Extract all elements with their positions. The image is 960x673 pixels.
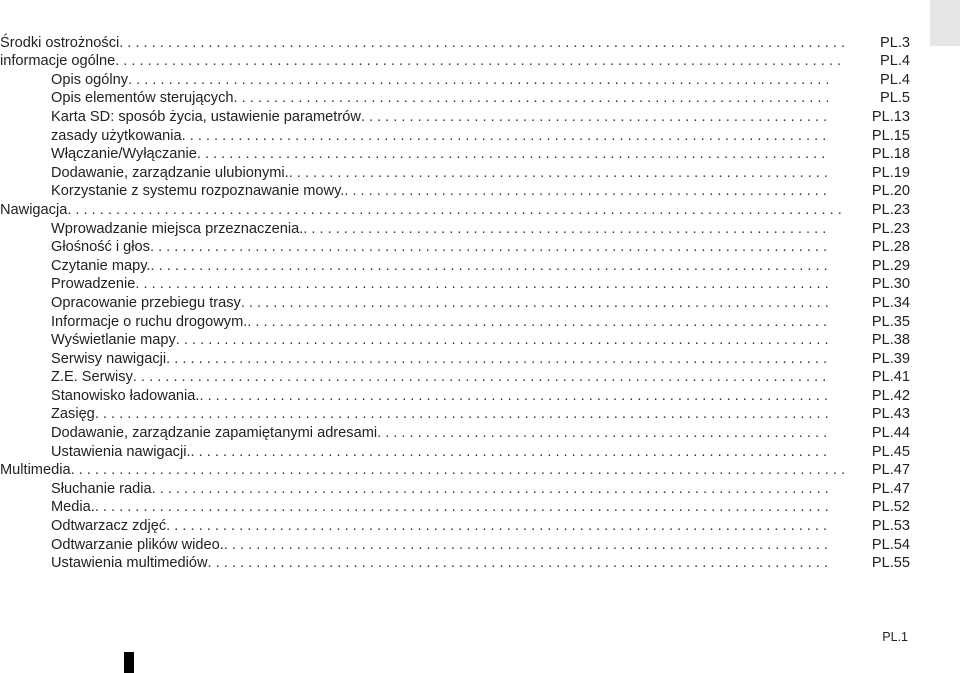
- dot-leader: [182, 128, 828, 145]
- toc-entry-label: informacje ogólne: [0, 53, 116, 70]
- toc-entry[interactable]: [0, 256, 910, 275]
- toc-entry[interactable]: [0, 535, 910, 554]
- dot-leader: [135, 276, 828, 293]
- toc-entry-page: PL.47: [871, 480, 910, 497]
- dot-leader: [150, 239, 828, 256]
- toc-entry-label: Opis ogólny: [51, 71, 129, 88]
- dot-leader: [361, 109, 828, 126]
- toc-entry-label: zasady użytkowania: [51, 127, 182, 144]
- toc-entry-label: Dodawanie, zarządzanie ulubionymi.: [51, 164, 289, 181]
- toc-entry-label: Stanowisko ładowania.: [51, 387, 200, 404]
- toc-entry-page: PL.30: [871, 276, 910, 293]
- dot-leader: [151, 258, 829, 275]
- toc-entry-label: Opracowanie przebiegu trasy: [51, 294, 241, 311]
- dot-leader: [224, 537, 828, 554]
- toc-entry-label: Czytanie mapy.: [51, 257, 151, 274]
- toc-section[interactable]: [0, 33, 910, 52]
- dot-leader: [241, 295, 828, 312]
- toc-entry-page: PL.28: [871, 239, 910, 256]
- toc-entry[interactable]: [0, 219, 910, 238]
- toc-entry-page: PL.45: [871, 443, 910, 460]
- toc-entry-page: PL.23: [871, 220, 910, 237]
- toc-entry-label: Wprowadzanie miejsca przeznaczenia.: [51, 220, 304, 237]
- toc-entry[interactable]: [0, 275, 910, 294]
- toc-entry-page: PL.39: [871, 350, 910, 367]
- toc-entry-label: Wyświetlanie mapy: [51, 332, 176, 349]
- toc-entry-label: Multimedia: [0, 462, 71, 479]
- toc-entry-label: Odtwarzanie plików wideo.: [51, 536, 224, 553]
- toc-section[interactable]: [0, 52, 910, 71]
- toc-entry-page: PL.54: [871, 536, 910, 553]
- dot-leader: [247, 314, 828, 331]
- toc-entry-label: Zasięg: [51, 406, 95, 423]
- dot-leader: [119, 35, 846, 52]
- dot-leader: [67, 202, 846, 219]
- toc-entry-label: Ustawienia nawigacji.: [51, 443, 191, 460]
- toc-entry-page: PL.42: [871, 387, 910, 404]
- toc-entry-page: PL.4: [879, 53, 910, 70]
- toc-entry[interactable]: [0, 312, 910, 331]
- toc-entry-page: PL.19: [871, 164, 910, 181]
- toc-entry-page: PL.53: [871, 518, 910, 535]
- toc-entry-label: Korzystanie z systemu rozpoznawanie mowy.: [51, 183, 345, 200]
- toc-entry[interactable]: [0, 182, 910, 201]
- toc-entry-page: PL.41: [871, 369, 910, 386]
- toc-entry[interactable]: [0, 107, 910, 126]
- toc-entry-page: PL.52: [871, 499, 910, 516]
- dot-leader: [71, 462, 846, 479]
- toc-entry-label: Media.: [51, 499, 95, 516]
- toc-entry-page: PL.29: [871, 257, 910, 274]
- dot-leader: [303, 221, 828, 238]
- toc-section[interactable]: [0, 461, 910, 480]
- toc-entry[interactable]: [0, 70, 910, 89]
- dot-leader: [95, 499, 828, 516]
- toc-entry-page: PL.20: [871, 183, 910, 200]
- page-number: PL.1: [882, 630, 908, 644]
- dot-leader: [133, 369, 828, 386]
- dot-leader: [234, 90, 828, 107]
- dot-leader: [377, 425, 828, 442]
- toc-entry[interactable]: [0, 498, 910, 517]
- toc-entry-page: PL.47: [871, 462, 910, 479]
- toc-entry[interactable]: [0, 368, 910, 387]
- toc-entry[interactable]: [0, 386, 910, 405]
- dot-leader: [166, 518, 828, 535]
- toc-entry[interactable]: [0, 126, 910, 145]
- toc-entry-label: Słuchanie radia: [51, 480, 152, 497]
- dot-leader: [191, 444, 828, 461]
- toc-entry[interactable]: [0, 293, 910, 312]
- dot-leader: [199, 388, 828, 405]
- toc-entry[interactable]: [0, 405, 910, 424]
- toc-entry[interactable]: [0, 516, 910, 535]
- toc-entry-label: Opis elementów sterujących: [51, 90, 234, 107]
- toc-entry[interactable]: [0, 554, 910, 573]
- toc-entry-page: PL.38: [871, 332, 910, 349]
- dot-leader: [344, 183, 828, 200]
- dot-leader: [208, 555, 828, 572]
- toc-entry-label: Włączanie/Wyłączanie: [51, 146, 197, 163]
- dot-leader: [197, 146, 828, 163]
- toc-entry-label: Prowadzenie: [51, 276, 136, 293]
- dot-leader: [95, 406, 828, 423]
- toc-entry-label: Ustawienia multimediów: [51, 555, 208, 572]
- table-of-contents: [0, 33, 910, 572]
- toc-entry-label: Dodawanie, zarządzanie zapamiętanymi adresami: [51, 425, 378, 442]
- toc-entry-page: PL.5: [879, 90, 910, 107]
- toc-entry-label: Nawigacja: [0, 201, 68, 218]
- print-mark: [124, 652, 134, 673]
- toc-entry-page: PL.43: [871, 406, 910, 423]
- toc-entry[interactable]: [0, 145, 910, 164]
- toc-entry[interactable]: [0, 331, 910, 350]
- toc-entry-page: PL.15: [871, 127, 910, 144]
- toc-entry-label: Odtwarzacz zdjęć: [51, 518, 167, 535]
- toc-entry[interactable]: [0, 442, 910, 461]
- toc-entry[interactable]: [0, 423, 910, 442]
- toc-entry-page: PL.23: [871, 201, 910, 218]
- toc-entry-label: Karta SD: sposób życia, ustawienie parametrów: [51, 108, 361, 125]
- toc-entry-label: Z.E. Serwisy: [51, 369, 133, 386]
- dot-leader: [289, 165, 828, 182]
- toc-entry[interactable]: [0, 479, 910, 498]
- toc-entry[interactable]: [0, 349, 910, 368]
- toc-entry-page: PL.3: [879, 34, 910, 51]
- toc-entry-page: PL.55: [871, 555, 910, 572]
- toc-entry-label: Głośność i głos: [51, 239, 150, 256]
- toc-entry[interactable]: [0, 238, 910, 257]
- toc-entry-page: PL.35: [871, 313, 910, 330]
- dot-leader: [166, 351, 828, 368]
- toc-entry-page: PL.34: [871, 294, 910, 311]
- toc-entry-label: Środki ostrożności: [0, 34, 120, 51]
- dot-leader: [115, 53, 846, 70]
- toc-entry-page: PL.44: [871, 425, 910, 442]
- dot-leader: [176, 332, 828, 349]
- section-tab: [930, 0, 960, 46]
- toc-entry-label: Serwisy nawigacji: [51, 350, 167, 367]
- toc-entry[interactable]: [0, 89, 910, 108]
- toc-entry-page: PL.18: [871, 146, 910, 163]
- toc-entry-page: PL.4: [879, 71, 910, 88]
- toc-entry[interactable]: [0, 163, 910, 182]
- dot-leader: [128, 72, 828, 89]
- toc-section[interactable]: [0, 200, 910, 219]
- toc-entry-page: PL.13: [871, 108, 910, 125]
- dot-leader: [152, 481, 828, 498]
- toc-entry-label: Informacje o ruchu drogowym.: [51, 313, 248, 330]
